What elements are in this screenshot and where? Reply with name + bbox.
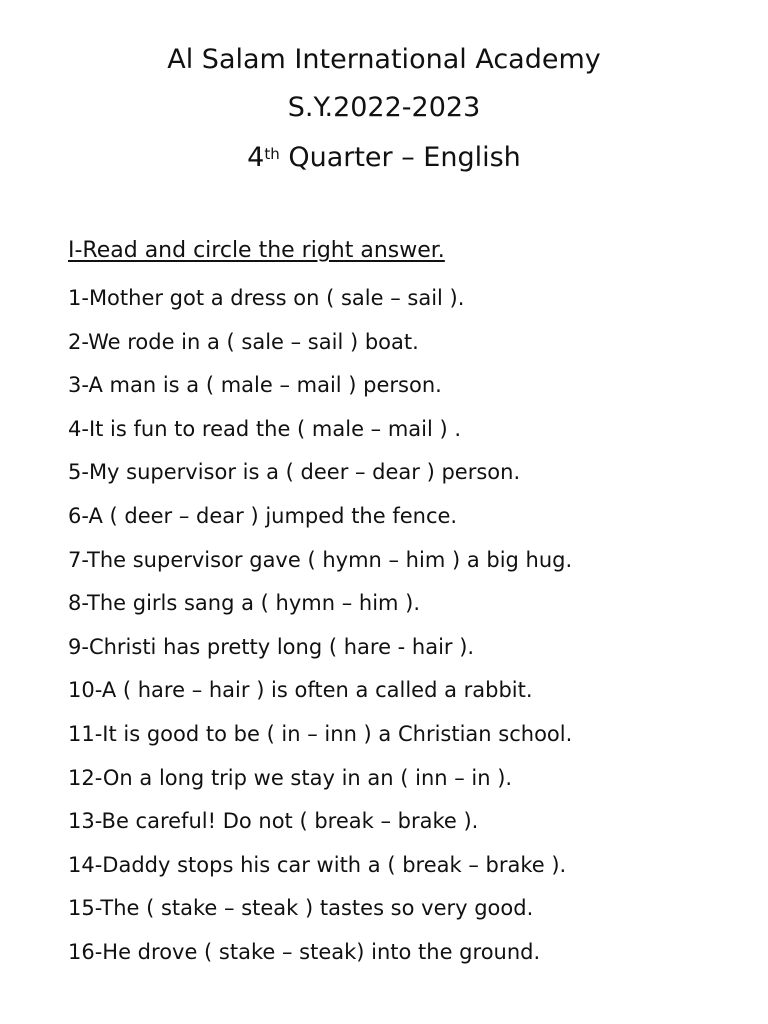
- question-list: [68, 283, 572, 981]
- section-title: I-Read and circle the right answer.: [68, 238, 445, 263]
- question-16: 16-He drove ( stake – steak) into the ground.: [68, 939, 541, 964]
- quarter-ordinal: th: [264, 145, 280, 163]
- question-12: 12-On a long trip we stay in an ( inn – in ).: [68, 765, 513, 790]
- question-9: 9-Christi has pretty long ( hare - hair ).: [68, 634, 475, 659]
- quarter-subject-text: Quarter – English: [279, 142, 521, 173]
- question-11: 11-It is good to be ( in – inn ) a Christian school.: [68, 721, 573, 746]
- question-15: 15-The ( stake – steak ) tastes so very good.: [68, 896, 534, 921]
- question-5: 5-My supervisor is a ( deer – dear ) person.: [68, 460, 521, 485]
- question-7: 7-The supervisor gave ( hymn – him ) a big hug.: [68, 547, 573, 572]
- question-8: 8-The girls sang a ( hymn – him ).: [68, 591, 421, 616]
- quarter-subject: [0, 140, 768, 176]
- question-10: 10-A ( hare – hair ) is often a called a rabbit.: [68, 678, 533, 703]
- question-3: 3-A man is a ( male – mail ) person.: [68, 373, 442, 398]
- question-13: 13-Be careful! Do not ( break – brake ).: [68, 809, 479, 834]
- school-year: S.Y.2022-2023: [287, 92, 481, 123]
- question-1: 1-Mother got a dress on ( sale – sail ).: [68, 286, 465, 310]
- question-4: 4-It is fun to read the ( male – mail ) .: [68, 416, 462, 441]
- quarter-number: 4: [247, 142, 265, 173]
- school-name: Al Salam International Academy: [167, 44, 601, 75]
- question-6: 6-A ( deer – dear ) jumped the fence.: [68, 503, 458, 528]
- question-14: 14-Daddy stops his car with a ( break – brake ).: [68, 852, 567, 877]
- question-2: 2-We rode in a ( sale – sail ) boat.: [68, 329, 419, 354]
